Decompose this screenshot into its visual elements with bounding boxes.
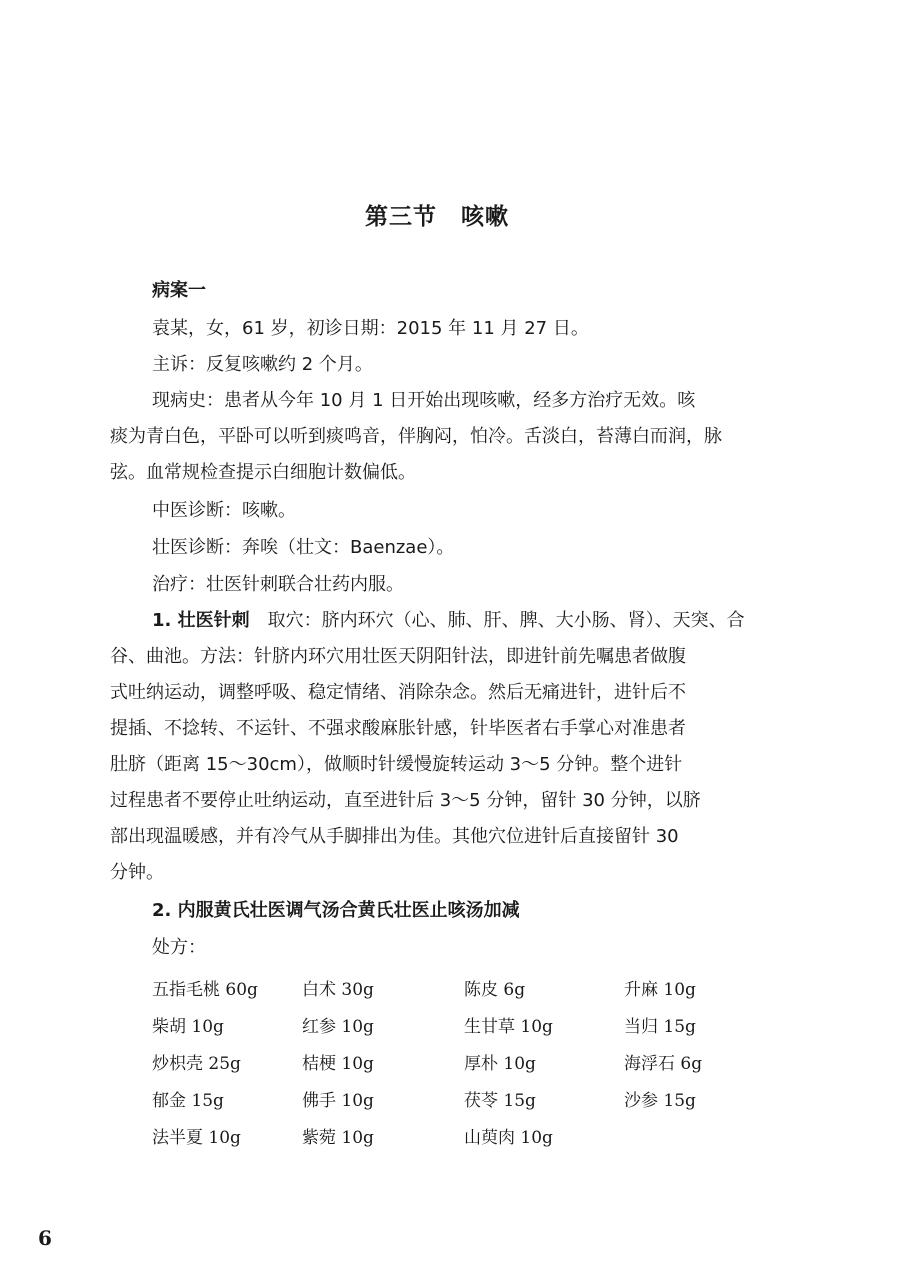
history-line: 现病史：患者从今年 10 月 1 日开始出现咳嗽，经多方治疗无效。咳 xyxy=(152,390,696,411)
prescription-item: 桔梗 10g xyxy=(302,1054,374,1074)
acupuncture-text: 取穴：脐内环穴（心、肺、肝、脾、大小肠、肾）、天突、合 xyxy=(249,610,745,631)
prescription-item: 五指毛桃 60g xyxy=(152,980,258,1000)
prescription-item: 茯苓 15g xyxy=(464,1091,536,1111)
prescription-row xyxy=(152,975,772,1012)
prescription-item: 佛手 10g xyxy=(302,1091,374,1111)
acupuncture-line: 肚脐（距离 15～30cm），做顺时针缓慢旋转运动 3～5 分钟。整个进针 xyxy=(110,754,683,775)
prescription-item: 郁金 15g xyxy=(152,1091,224,1111)
case-heading: 病案一 xyxy=(152,280,206,301)
acupuncture-line: 部出现温暖感，并有冷气从手脚排出为佳。其他穴位进针后直接留针 30 xyxy=(110,826,679,847)
page-number: 6 xyxy=(38,1226,52,1250)
prescription-item: 柴胡 10g xyxy=(152,1017,224,1037)
prescription-item: 陈皮 6g xyxy=(464,980,526,1000)
prescription-item: 红参 10g xyxy=(302,1017,374,1037)
acupuncture-line: 提插、不捻转、不运针、不强求酸麻胀针感，针毕医者右手掌心对准患者 xyxy=(110,718,686,739)
prescription-item: 升麻 10g xyxy=(624,980,696,1000)
prescription-item: 沙参 15g xyxy=(624,1091,696,1111)
prescription-item: 法半夏 10g xyxy=(152,1128,241,1148)
prescription-item: 厚朴 10g xyxy=(464,1054,536,1074)
oral-medicine-heading: 2. 内服黄氏壮医调气汤合黄氏壮医止咳汤加减 xyxy=(152,900,520,921)
prescription-table xyxy=(152,975,772,1160)
chief-complaint: 主诉：反复咳嗽约 2 个月。 xyxy=(152,354,373,375)
history-line: 痰为青白色，平卧可以听到痰鸣音，伴胸闷，怕冷。舌淡白，苔薄白而润，脉 xyxy=(110,426,722,447)
history-line: 弦。血常规检查提示白细胞计数偏低。 xyxy=(110,462,416,483)
prescription-item: 生甘草 10g xyxy=(464,1017,553,1037)
section-title: 第三节 咳嗽 xyxy=(365,204,509,230)
acupuncture-line: 分钟。 xyxy=(110,862,164,883)
prescription-row xyxy=(152,1086,772,1123)
prescription-row xyxy=(152,1012,772,1049)
acupuncture-line: 谷、曲池。方法：针脐内环穴用壮医天阴阳针法，即进针前先嘱患者做腹 xyxy=(110,646,686,667)
prescription-item: 海浮石 6g xyxy=(624,1054,703,1074)
patient-info: 袁某，女，61 岁，初诊日期：2015 年 11 月 27 日。 xyxy=(152,318,589,339)
prescription-item: 炒枳壳 25g xyxy=(152,1054,241,1074)
prescription-item xyxy=(624,1123,772,1160)
tcm-diagnosis: 中医诊断：咳嗽。 xyxy=(152,500,296,521)
acupuncture-heading: 1. 壮医针刺 xyxy=(152,610,250,631)
acupuncture-line: 过程患者不要停止吐纳运动，直至进针后 3～5 分钟，留针 30 分钟，以脐 xyxy=(110,790,701,811)
acupuncture-line: 式吐纳运动，调整呼吸、稳定情绪、消除杂念。然后无痛进针，进针后不 xyxy=(110,682,686,703)
prescription-item: 当归 15g xyxy=(624,1017,696,1037)
prescription-label: 处方： xyxy=(152,937,206,958)
prescription-item: 白术 30g xyxy=(302,980,374,1000)
prescription-row xyxy=(152,1123,772,1160)
acupuncture-line xyxy=(152,606,812,632)
prescription-item: 紫菀 10g xyxy=(302,1128,374,1148)
prescription-row xyxy=(152,1049,772,1086)
prescription-item: 山萸肉 10g xyxy=(464,1128,553,1148)
treatment: 治疗：壮医针刺联合壮药内服。 xyxy=(152,574,404,595)
zhuang-diagnosis: 壮医诊断：奔唉（壮文：Baenzae）。 xyxy=(152,537,455,558)
